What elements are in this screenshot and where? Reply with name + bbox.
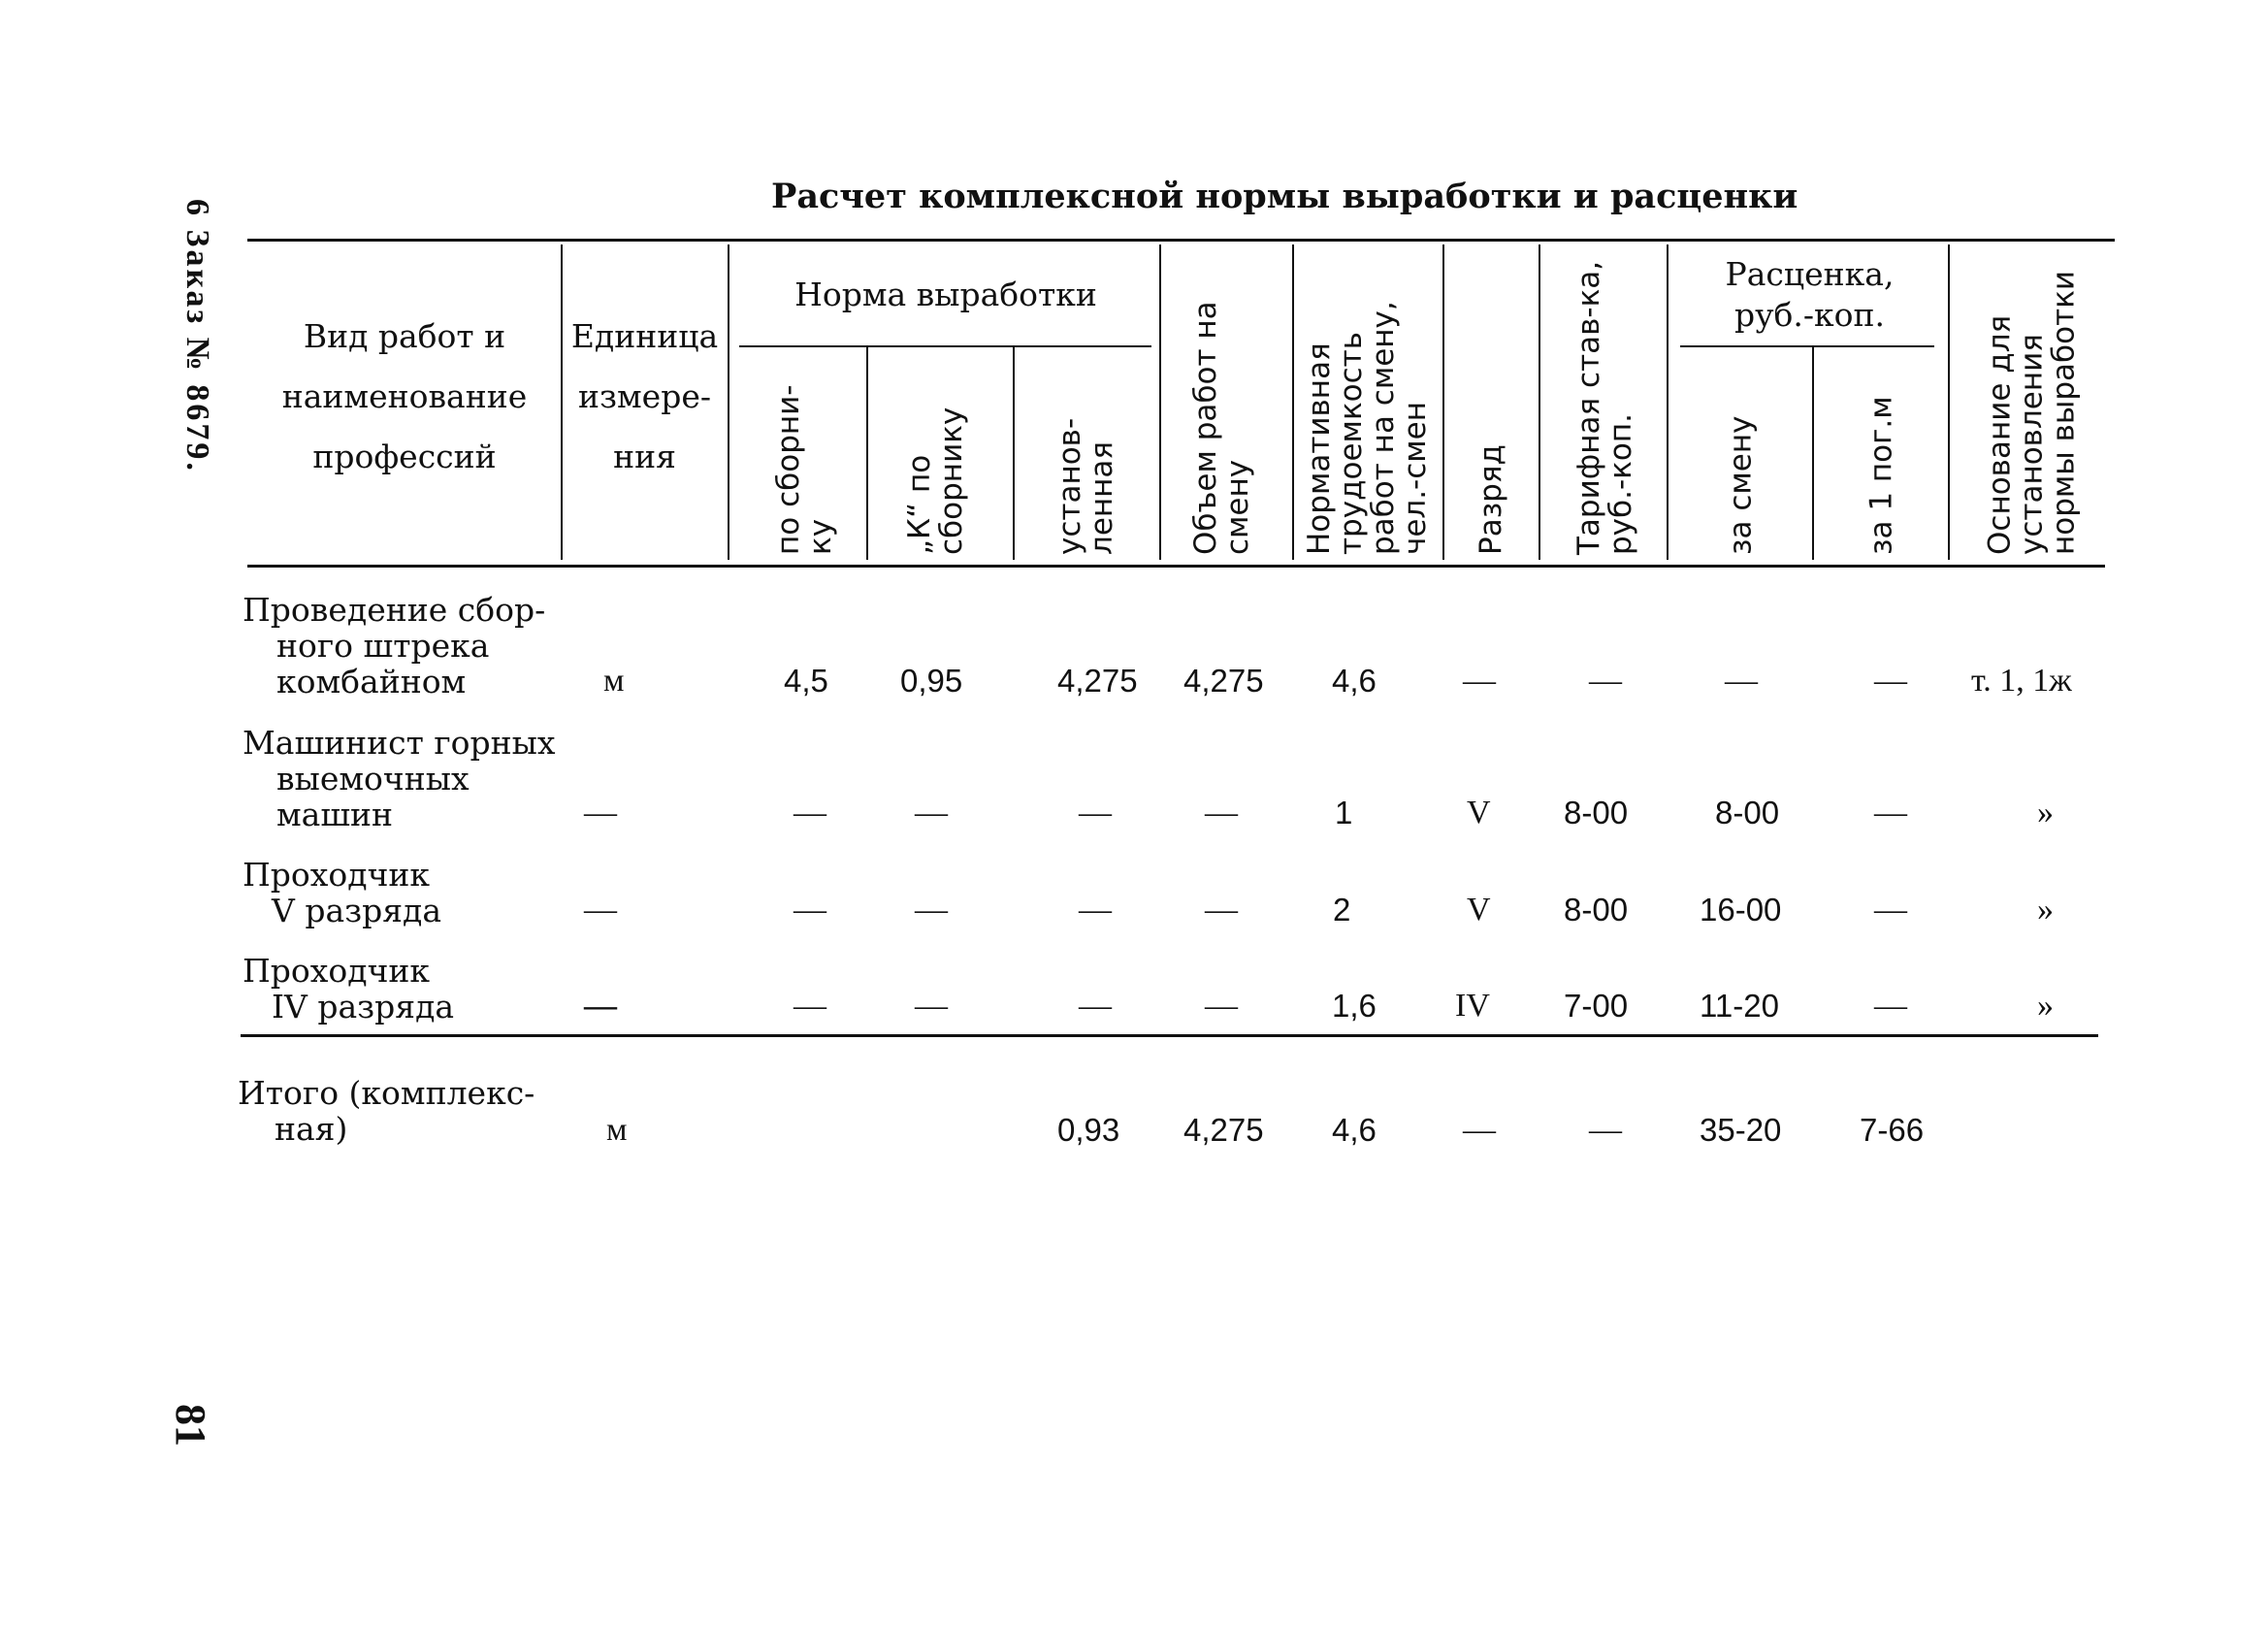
cell-norm-collection: 4,5 <box>784 663 828 699</box>
cell-volume: — <box>1205 892 1238 927</box>
cell-price-shift: — <box>1725 663 1758 699</box>
cell-unit: — <box>584 988 617 1024</box>
header-price-meter: за 1 пог.м <box>1863 396 1899 555</box>
total-rule <box>241 1034 2098 1037</box>
col-divider <box>1667 244 1669 560</box>
header-price-shift: за смену <box>1723 415 1759 555</box>
cell-norm-set: — <box>1079 892 1112 927</box>
cell-price-meter: — <box>1874 663 1907 699</box>
header-basis: Основание для установления нормы выработки <box>1982 270 2082 555</box>
cell-volume: — <box>1205 795 1238 830</box>
total-row-name: Итого (комплекс- ная) <box>238 1074 535 1148</box>
header-norm-collection: по сборни-ку <box>771 384 838 555</box>
total-tariff: — <box>1589 1112 1622 1148</box>
header-tariff: Тарифная став-ка, руб.-коп. <box>1571 260 1638 555</box>
total-norm-set: 0,93 <box>1057 1112 1120 1148</box>
col-divider <box>866 347 868 560</box>
cell-norm-set: 4,275 <box>1057 663 1138 699</box>
cell-unit: — <box>584 795 617 830</box>
header-grade: Разряд <box>1474 444 1508 555</box>
row-name: Проходчик V разряда <box>243 856 442 929</box>
cell-tariff: 8-00 <box>1564 795 1629 830</box>
header-labor: Нормативная трудоемкость работ на смену, чел.-смен <box>1302 301 1433 555</box>
norm-group-rule <box>739 345 1151 347</box>
col-divider <box>1442 244 1444 560</box>
col-divider <box>1159 244 1161 560</box>
header-bottom-rule <box>247 565 2105 568</box>
cell-price-meter: — <box>1874 892 1907 927</box>
cell-norm-k: — <box>915 795 948 830</box>
row-name: Проходчик IV разряда <box>243 952 455 1025</box>
cell-volume: 4,275 <box>1183 663 1264 699</box>
cell-grade: V <box>1467 795 1491 830</box>
cell-labor: 1,6 <box>1332 988 1377 1024</box>
header-volume: Объем работ на смену <box>1188 301 1255 555</box>
total-volume: 4,275 <box>1183 1112 1264 1148</box>
col-divider <box>1812 347 1814 560</box>
header-work-type: Вид работ и наименование профессий <box>281 317 528 475</box>
col-divider <box>1292 244 1294 560</box>
cell-price-shift: 11-20 <box>1700 988 1779 1024</box>
cell-price-shift: 8-00 <box>1715 795 1780 830</box>
cell-volume: — <box>1205 988 1238 1024</box>
cell-basis: » <box>2037 892 2054 927</box>
cell-norm-set: — <box>1079 988 1112 1024</box>
col-divider <box>1013 347 1015 560</box>
cell-basis: » <box>2037 795 2054 830</box>
cell-grade: IV <box>1455 988 1490 1024</box>
cell-norm-k: — <box>915 892 948 927</box>
col-divider <box>561 244 563 560</box>
cell-norm-set: — <box>1079 795 1112 830</box>
order-number-label: 6 Заказ № 8679. <box>179 199 215 473</box>
cell-tariff: — <box>1589 663 1622 699</box>
page-number: 81 <box>167 1404 214 1447</box>
cell-unit: — <box>584 892 617 927</box>
cell-price-meter: — <box>1874 988 1907 1024</box>
header-unit: Единица измере- ния <box>570 317 719 475</box>
cell-tariff: 8-00 <box>1564 892 1629 927</box>
cell-grade: V <box>1467 892 1491 927</box>
header-norm-set: установ-ленная <box>1053 417 1119 555</box>
cell-norm-k: 0,95 <box>900 663 963 699</box>
cell-labor: 2 <box>1333 892 1351 927</box>
cell-norm-collection: — <box>794 795 826 830</box>
cell-price-meter: — <box>1874 795 1907 830</box>
cell-basis: т. 1, 1ж <box>1971 663 2072 699</box>
cell-tariff: 7-00 <box>1564 988 1629 1024</box>
col-divider <box>1539 244 1540 560</box>
cell-labor: 1 <box>1335 795 1353 830</box>
header-norm-group: Норма выработки <box>794 276 1097 313</box>
cell-price-shift: 16-00 <box>1700 892 1782 927</box>
header-norm-k: „К“ по сборнику <box>902 407 969 555</box>
cell-unit: м <box>603 663 625 699</box>
total-labor: 4,6 <box>1332 1112 1377 1148</box>
total-unit: м <box>606 1112 628 1148</box>
cell-norm-collection: — <box>794 988 826 1024</box>
price-group-rule <box>1680 345 1934 347</box>
total-price-meter: 7-66 <box>1860 1112 1925 1148</box>
total-grade: — <box>1463 1112 1496 1148</box>
cell-norm-collection: — <box>794 892 826 927</box>
col-divider <box>1948 244 1950 560</box>
table-title: Расчет комплексной нормы выработки и расценки <box>771 177 1798 216</box>
cell-basis: » <box>2037 988 2054 1024</box>
table-top-rule <box>247 239 2115 242</box>
cell-labor: 4,6 <box>1332 663 1377 699</box>
col-divider <box>728 244 729 560</box>
row-name: Проведение сбор- ного штрека комбайном <box>243 591 546 700</box>
row-name: Машинист горных выемочных машин <box>243 724 556 833</box>
cell-grade: — <box>1463 663 1496 699</box>
header-price-group: Расценка, руб.-коп. <box>1725 255 1895 334</box>
total-price-shift: 35-20 <box>1700 1112 1782 1148</box>
cell-norm-k: — <box>915 988 948 1024</box>
